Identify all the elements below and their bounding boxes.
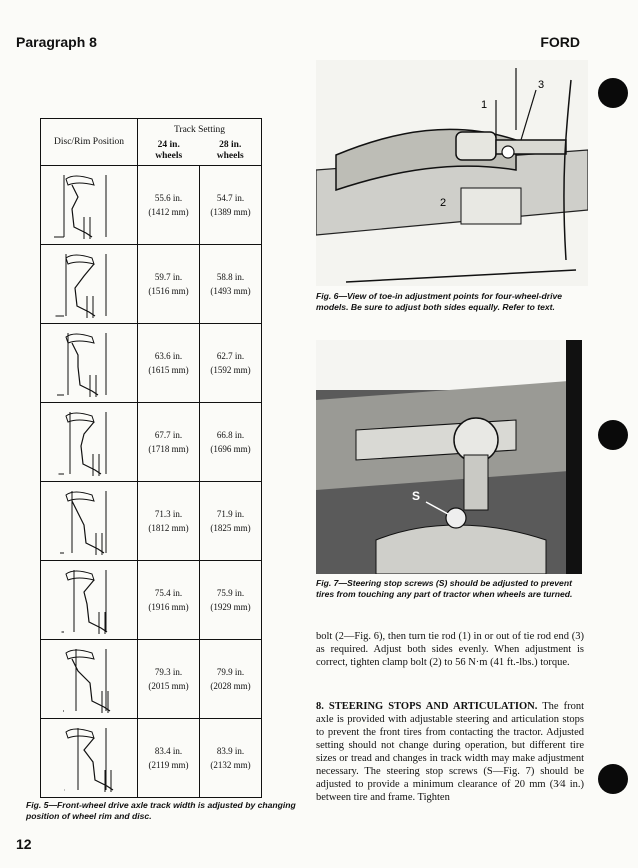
column-header-track-setting: Track Setting [138,119,262,138]
table-row [41,166,262,245]
fig6-label-2: 2 [440,197,447,209]
fig7-label-s: S [412,489,421,503]
track-28in-cell: 83.9 in. (2132 mm) [200,719,262,798]
body-paragraph-2: The front axle is provided with adjustable steering and articulation stops to prevent the front tires from contacting the tractor. Adjusted setting should not change during operation, but different tire sizes or tread and changes in track width may make adjustment necessary. The steering stop screws (S—Fig. 7) should be adjusted to provide a minimum clearance of 20 mm (3⁄4 in.) between tire and frame. Tighten [316,701,585,803]
rim-disc-diagram [41,561,138,640]
fig7-drawing [316,340,582,574]
column-header-24in: 24 in. wheels [138,137,200,166]
punch-hole [598,764,628,794]
page-number: 12 [16,836,32,852]
column-header-28in: 28 in. wheels [200,137,262,166]
fig6-drawing [316,60,588,286]
track-24in-cell: 55.6 in. (1412 mm) [138,166,200,245]
track-setting-table [40,118,262,798]
table-row [41,561,262,640]
table-row [41,324,262,403]
rim-disc-diagram [41,719,138,798]
rim-disc-diagram [41,166,138,245]
table-row [41,640,262,719]
table-row [41,403,262,482]
running-header-right: FORD [540,34,580,50]
section-heading: 8. STEERING STOPS AND ARTICULATION. [316,701,538,712]
rim-disc-diagram [41,324,138,403]
body-paragraph-1: bolt (2—Fig. 6), then turn tie rod (1) in or out of tie rod end (3) as required. Adjust both sides evenly. When adjustment is correct, tighten clamp bolt (2) to 56 N·m (41 ft.-lbs.) torque. [316,631,584,668]
track-24in-cell: 63.6 in. (1615 mm) [138,324,200,403]
track-24in-cell: 83.4 in. (2119 mm) [138,719,200,798]
punch-hole [598,420,628,450]
track-24in-cell: 71.3 in. (1812 mm) [138,482,200,561]
section-8 [316,700,584,804]
track-28in-cell: 62.7 in. (1592 mm) [200,324,262,403]
running-header-left: Paragraph 8 [16,34,97,50]
rim-disc-diagram [41,403,138,482]
track-28in-cell: 71.9 in. (1825 mm) [200,482,262,561]
track-28in-cell: 54.7 in. (1389 mm) [200,166,262,245]
fig6-label-3: 3 [538,79,545,91]
track-28in-cell: 79.9 in. (2028 mm) [200,640,262,719]
rim-disc-diagram [41,245,138,324]
column-header-disc-rim: Disc/Rim Position [41,119,138,166]
track-24in-cell: 79.3 in. (2015 mm) [138,640,200,719]
rim-disc-diagram [41,482,138,561]
fig7-caption: Fig. 7—Steering stop screws (S) should be adjusted to prevent tires from touching any part of tractor when wheels are turned. [316,578,573,599]
track-28in-cell: 75.9 in. (1929 mm) [200,561,262,640]
fig5-caption: Fig. 5—Front-wheel drive axle track width is adjusted by changing position of wheel rim and disc. [26,800,296,821]
track-28in-cell: 66.8 in. (1696 mm) [200,403,262,482]
table-row [41,245,262,324]
track-28in-cell: 58.8 in. (1493 mm) [200,245,262,324]
fig6-photo [316,60,588,286]
fig7-photo [316,340,582,574]
fig6-caption: Fig. 6—View of toe-in adjustment points for four-wheel-drive models. Be sure to adjust both sides equally. Refer to text. [316,291,563,312]
punch-hole [598,78,628,108]
track-24in-cell: 75.4 in. (1916 mm) [138,561,200,640]
rim-disc-diagram [41,640,138,719]
table-row [41,482,262,561]
track-24in-cell: 67.7 in. (1718 mm) [138,403,200,482]
table-row [41,719,262,798]
fig6-label-1: 1 [481,99,488,111]
track-24in-cell: 59.7 in. (1516 mm) [138,245,200,324]
